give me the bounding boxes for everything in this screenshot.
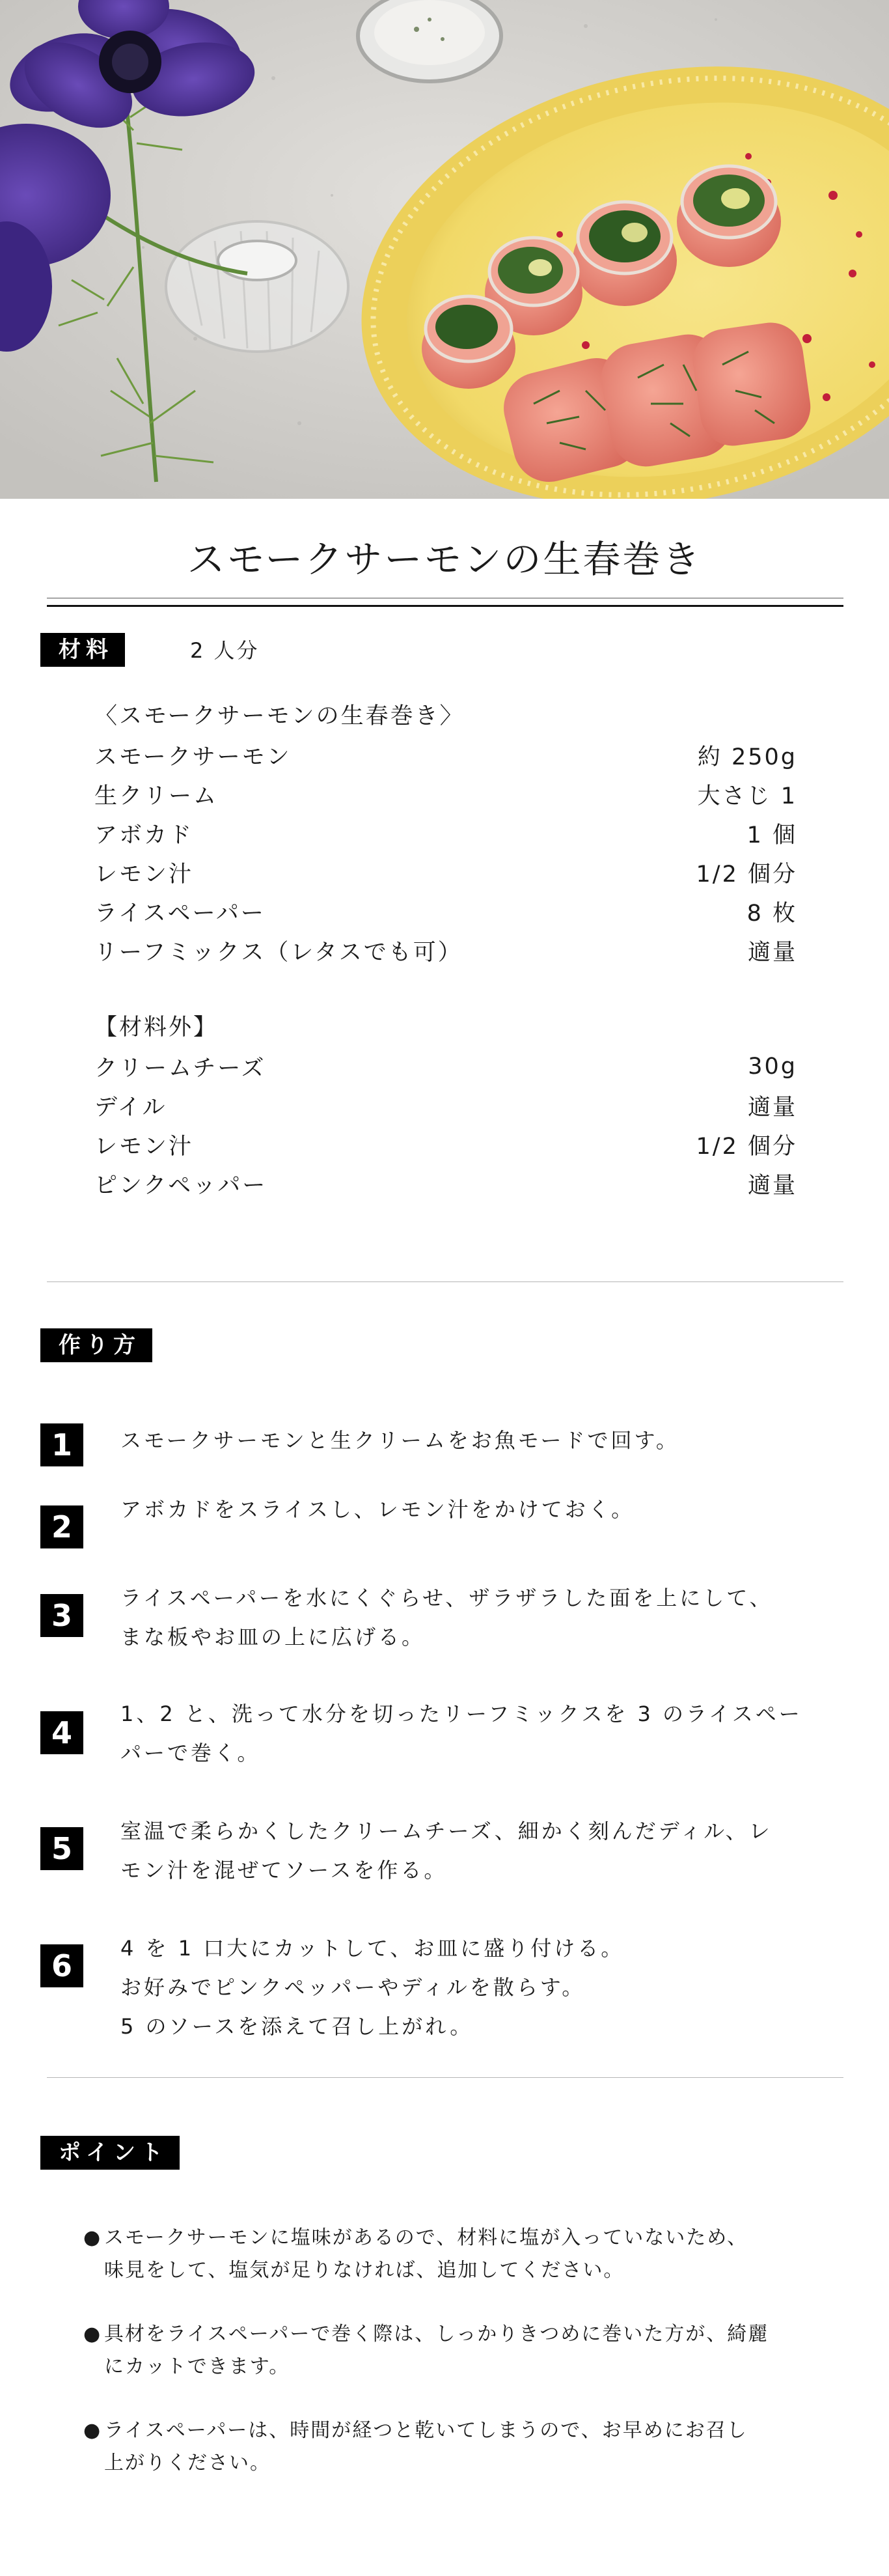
section-divider [47,2077,843,2078]
title-divider-thick [47,605,843,607]
ingredient-amount: 1 個 [746,822,797,848]
step-line: ライスペーパーを水にくぐらせ、ザラザラした面を上にして、 [120,1586,773,1610]
ingredient-name: レモン汁 [94,1134,194,1160]
ingredient-group-extra [94,1008,797,1203]
points-label: ポイント [40,2136,180,2170]
hero-illustration [0,0,889,499]
ingredient-amount: 適量 [747,1095,797,1121]
step-text [120,1694,889,1772]
step-line: 4 を 1 口大にカットして、お皿に盛り付ける。 [120,1936,625,1961]
ingredient-name: リーフミックス（レタスでも可） [94,940,463,966]
ingredient-name: ライスペーパー [94,901,266,927]
ingredient-row [94,1164,797,1203]
step-line: 室温で柔らかくしたクリームチーズ、細かく刻んだディル、レ [120,1819,773,1843]
step-number: 2 [40,1505,83,1548]
servings-text: 2 人分 [190,638,260,663]
section-divider [47,1281,843,1282]
point-item [83,2222,812,2287]
ingredient-group-heading: 【材料外】 [94,1015,219,1041]
glass-vase-illustration [166,221,348,352]
ingredient-name: アボカド [94,822,194,848]
ingredient-amount: 1/2 個分 [696,861,797,888]
point-line: ライスペーパーは、時間が経つと乾いてしまうので、お早めにお召し [104,2419,748,2442]
step-text [120,1421,889,1460]
point-item [83,2318,812,2383]
ingredient-row [94,1125,797,1164]
ingredient-amount: 大さじ 1 [697,783,797,809]
step-line: アボカドをスライスし、レモン汁をかけておく。 [120,1497,635,1522]
ingredient-amount: 約 250g [697,744,797,770]
ingredient-row [94,1086,797,1125]
ingredients-label: 材料 [40,633,125,667]
method-label: 作り方 [40,1328,152,1362]
point-line: 具材をライスペーパーで巻く際は、しっかりきつめに巻いた方が、綺麗 [104,2323,769,2345]
point-line: スモークサーモンに塩味があるので、材料に塩が入っていないため、 [104,2226,748,2249]
step-text [120,1578,889,1657]
ingredient-row [94,853,797,892]
ingredient-amount: 適量 [747,1173,797,1199]
step-text [120,1490,889,1529]
point-line: 味見をして、塩気が足りなければ、追加してください。 [104,2259,625,2282]
ingredient-row [94,1047,797,1086]
bullet-icon: ● [83,2323,102,2345]
ingredient-amount: 30g [748,1054,797,1080]
point-line: にカットできます。 [104,2355,290,2378]
step-line: スモークサーモンと生クリームをお魚モードで回す。 [120,1428,679,1453]
ingredient-group-heading: 〈スモークサーモンの生春巻き〉 [94,703,465,729]
ingredient-amount: 適量 [747,940,797,966]
step-number: 1 [40,1423,83,1466]
ingredient-row [94,931,797,970]
ingredient-amount: 8 枚 [746,901,797,927]
ingredient-row [94,775,797,814]
bullet-icon: ● [83,2419,102,2442]
step-number: 6 [40,1944,83,1987]
ingredient-name: クリームチーズ [94,1056,266,1082]
ingredient-row [94,892,797,931]
ingredient-name: デイル [94,1095,167,1121]
step-number: 4 [40,1711,83,1754]
ingredient-group-main [94,697,797,970]
bowl-illustration [358,0,501,81]
step-line: まな板やお皿の上に広げる。 [120,1625,426,1649]
step-text [120,1929,889,2046]
ingredient-name: 生クリーム [94,783,219,809]
step-line: お好みでピンクペッパーやディルを散らす。 [120,1975,586,2000]
step-line: パーで巻く。 [120,1741,261,1765]
ingredient-row [94,736,797,775]
point-line: 上がりください。 [104,2452,271,2474]
ingredient-amount: 1/2 個分 [696,1134,797,1160]
step-number: 5 [40,1827,83,1870]
step-number: 3 [40,1594,83,1637]
step-text [120,1812,889,1890]
step-line: モン汁を混ぜてソースを作る。 [120,1858,448,1883]
ingredient-name: ピンクペッパー [94,1173,267,1199]
recipe-title: スモークサーモンの生春巻き [187,537,702,581]
step-line: 1、2 と、洗って水分を切ったリーフミックスを 3 のライスペー [120,1701,802,1726]
point-item [83,2415,812,2480]
hero-photo [0,0,889,499]
bullet-icon: ● [83,2226,102,2249]
step-line: 5 のソースを添えて召し上がれ。 [120,2014,474,2039]
ingredient-name: レモン汁 [94,861,194,888]
ingredient-name: スモークサーモン [94,744,292,770]
ingredient-row [94,814,797,853]
